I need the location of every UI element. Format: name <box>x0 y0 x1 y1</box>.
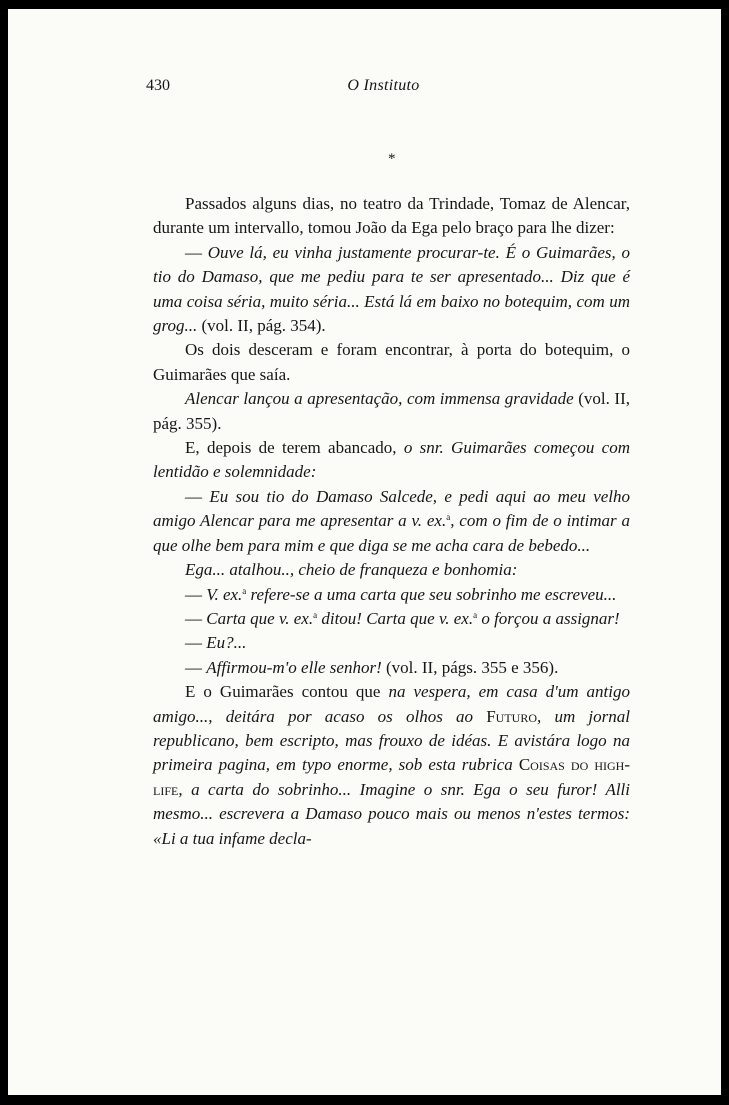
page-header <box>146 77 621 101</box>
text-run: Passados alguns dias, no teatro da Trindade, Tomaz de Alencar, durante um intervallo, tomou João da Ega pelo braço para lhe dizer: <box>153 194 630 238</box>
text-run: E, depois de terem abancado, <box>185 438 404 458</box>
text-run: Futuro <box>486 706 538 726</box>
section-separator: * <box>388 151 396 167</box>
body-text <box>153 192 630 851</box>
paragraph <box>153 485 630 558</box>
text-run: (vol. II, pág. 355). <box>153 389 630 433</box>
paragraph <box>153 436 630 485</box>
paragraph <box>153 338 630 387</box>
paragraph <box>153 631 630 655</box>
paragraph <box>153 192 630 241</box>
text-run: — <box>185 633 207 653</box>
text-run: refere-se a uma carta que seu sobrinho me escreveu... <box>246 584 617 604</box>
text-run: Carta que v. ex. <box>206 608 314 628</box>
superscript: a <box>446 512 451 523</box>
superscript: a <box>313 609 318 620</box>
paragraph <box>153 607 630 631</box>
text-run: V. ex. <box>206 584 243 604</box>
paragraph <box>153 387 630 436</box>
page-number: 430 <box>146 77 170 94</box>
text-run: — <box>185 608 207 628</box>
text-run: Eu sou tio do Damaso Salcede, e pedi aqui ao meu velho amigo Alencar para me apresentar a v. ex. <box>153 486 631 531</box>
running-title: O Instituto <box>347 77 420 94</box>
text-run: ditou! Carta que v. ex. <box>317 608 474 628</box>
text-run: — <box>185 486 210 506</box>
text-run: — <box>185 657 207 677</box>
text-run: — <box>185 584 207 604</box>
paragraph <box>153 241 630 339</box>
text-run: , com o fim de o intimar a que olhe bem para mim e que diga se me acha cara de bebedo... <box>153 511 630 555</box>
text-run: Eu?... <box>206 633 247 653</box>
text-run: Affirmou-m'o elle senhor! <box>206 657 382 677</box>
text-run: Alencar lançou a apresentação, com immensa gravidade <box>185 389 574 409</box>
text-run: — <box>185 242 208 262</box>
paragraph <box>153 558 630 582</box>
text-run: Ouve lá, eu vinha justamente procurar-te. É o Guimarães, o tio do Damaso, que me pediu para te ser apresentado... Diz que é uma coisa séria, muito séria... Está lá em baixo no botequim, com um grog... <box>153 242 630 336</box>
superscript: a <box>242 585 247 596</box>
text-run: o forçou a assignar! <box>477 608 620 628</box>
paragraph <box>153 583 630 607</box>
text-run: Coisas do high-life <box>153 755 630 799</box>
paragraph <box>153 680 630 851</box>
text-run: Os dois desceram e foram encontrar, à porta do botequim, o Guimarães que saía. <box>153 340 630 384</box>
text-run: o snr. Guimarães começou com lentidão e solemnidade: <box>153 438 630 482</box>
text-run: E o Guimarães contou que <box>185 682 389 702</box>
book-page <box>8 9 721 1095</box>
text-run: , a carta do sobrinho... Imagine o snr. Ega o seu furor! Alli mesmo... escrevera a Damaso pouco mais ou menos n'estes termos: «Li a tua infame decla- <box>153 779 630 848</box>
text-run: na vespera, em casa d'um antigo amigo..., deitára por acaso os olhos ao <box>153 682 630 726</box>
text-run: (vol. II, págs. 355 e 356). <box>381 657 559 677</box>
text-run: Ega... atalhou.., cheio de franqueza e bonhomia: <box>185 560 518 580</box>
paragraph <box>153 656 630 680</box>
text-run: , um jornal republicano, bem escripto, mas frouxo de idéas. E avistára logo na primeira pagina, em typo enorme, sob esta rubrica <box>153 706 630 775</box>
text-run: (vol. II, pág. 354). <box>197 316 326 336</box>
superscript: a <box>473 609 478 620</box>
